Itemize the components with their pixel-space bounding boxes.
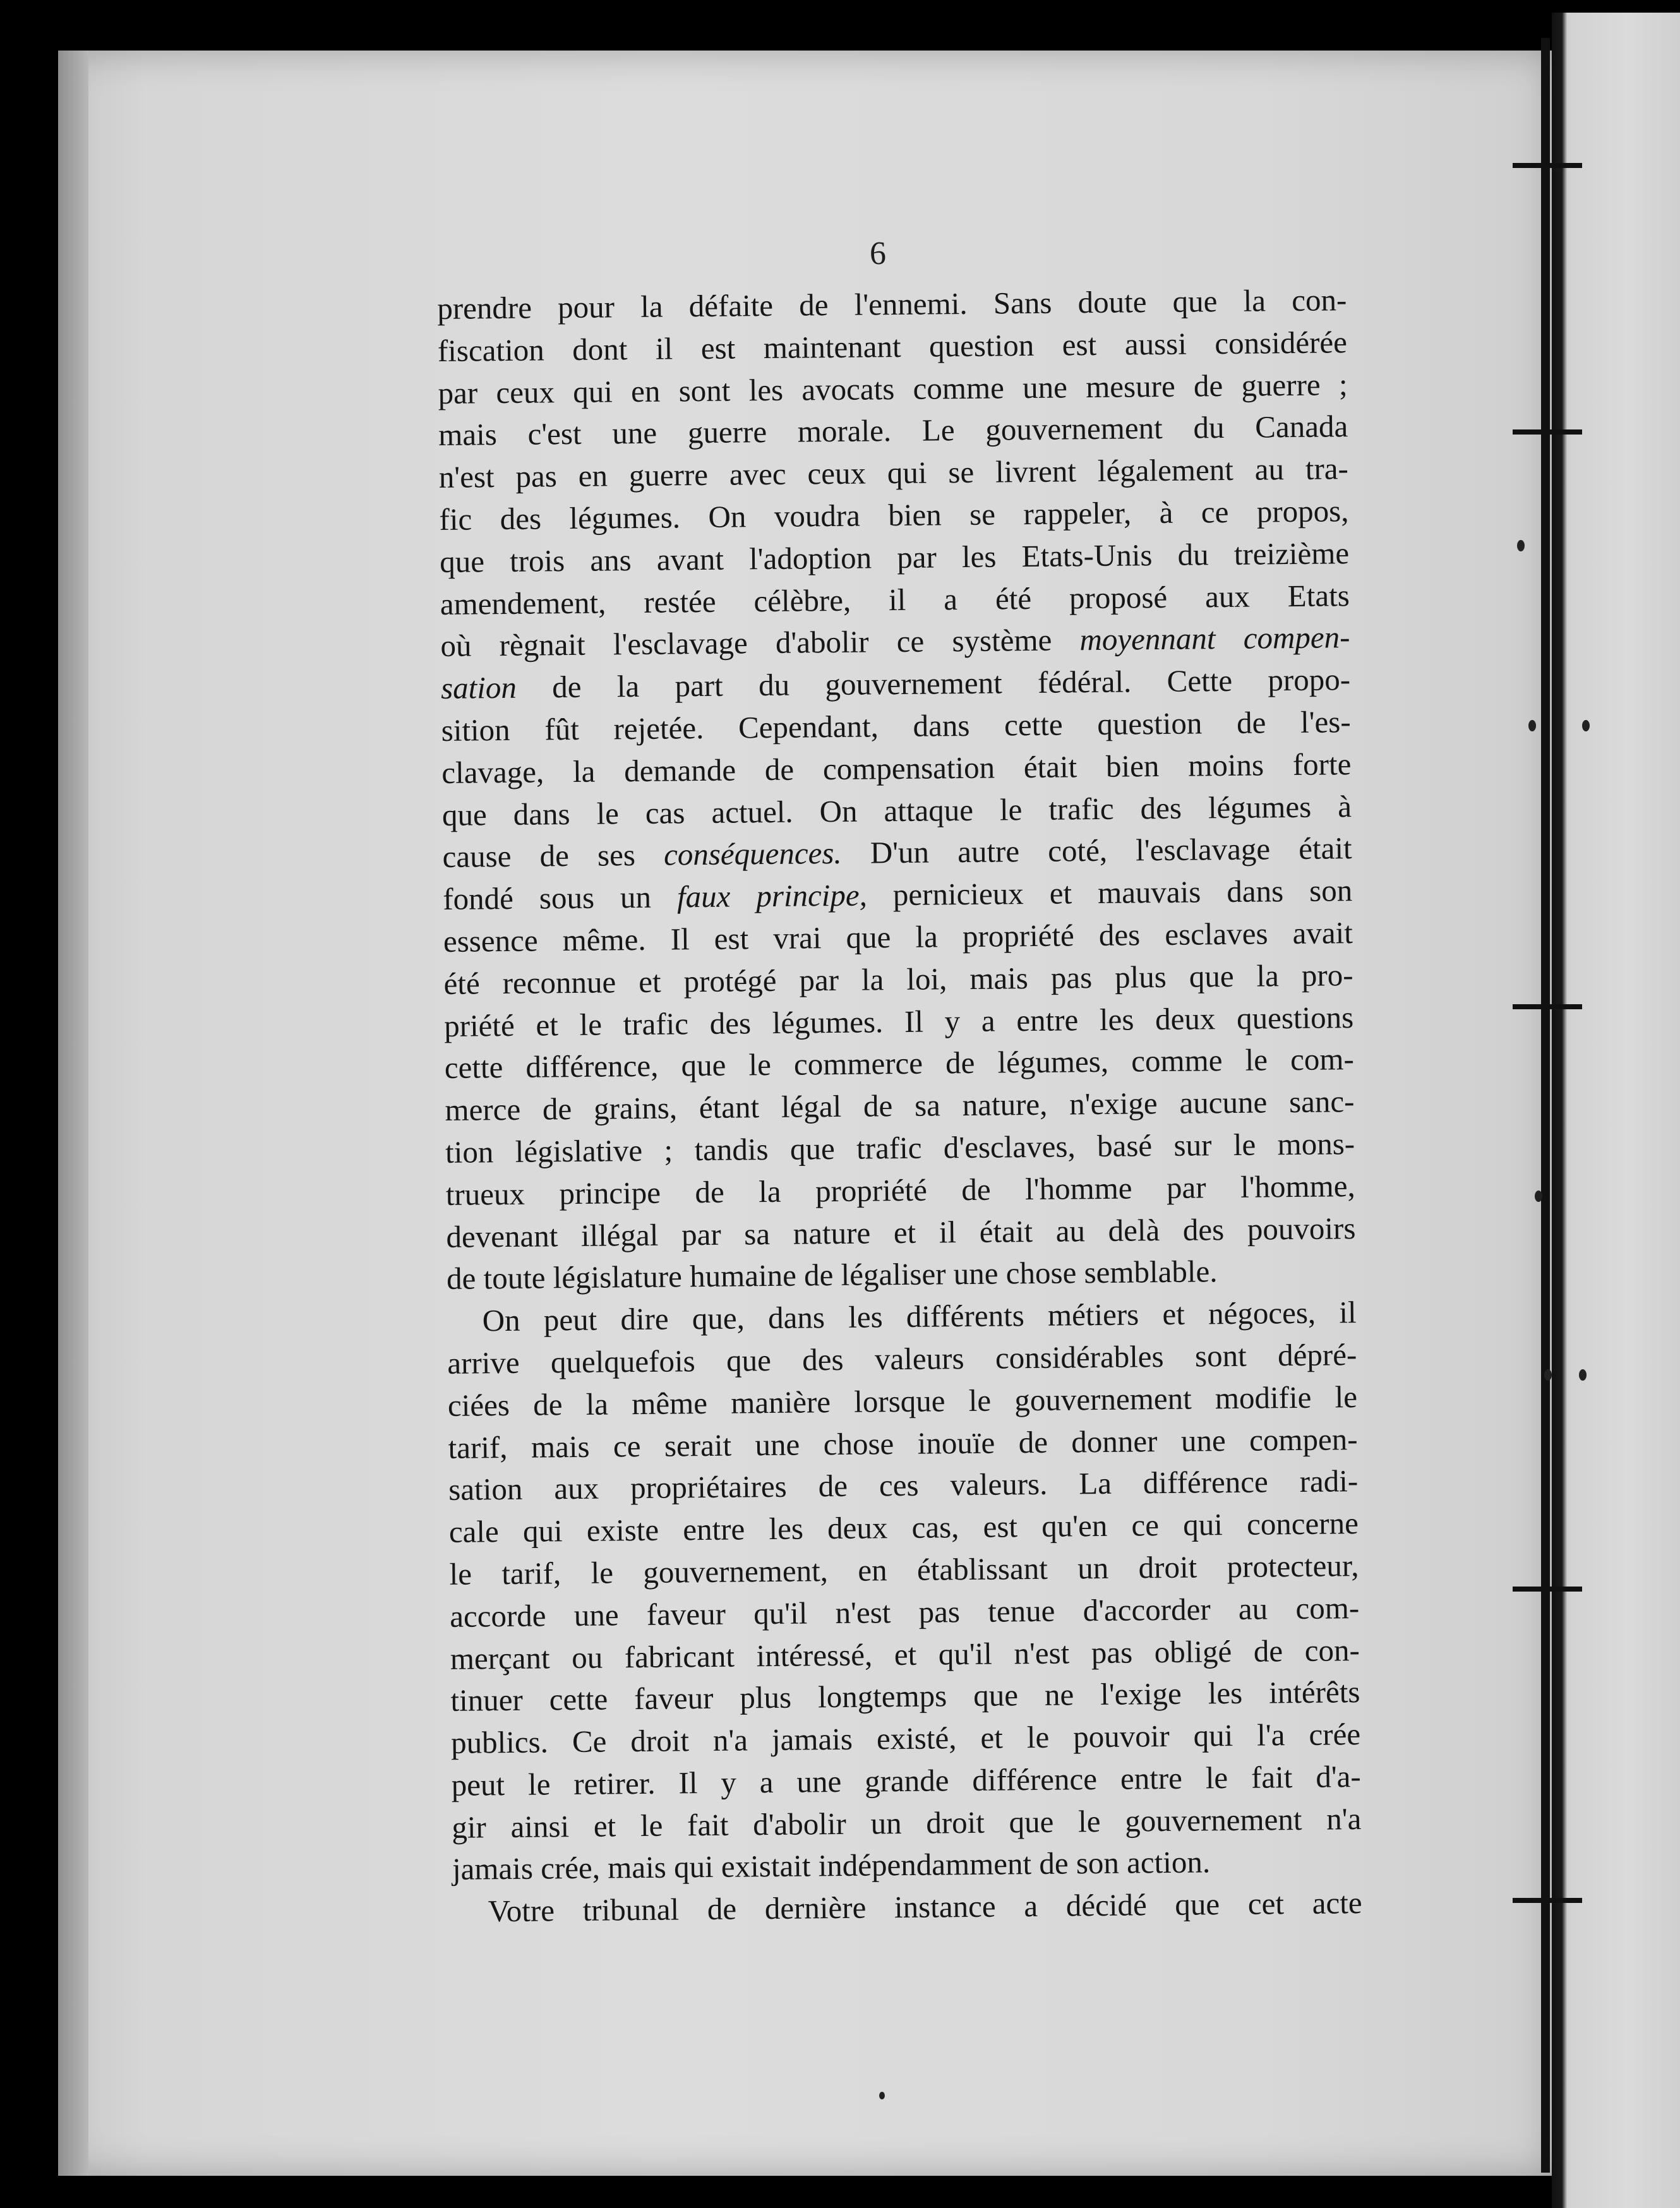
text-line: que dans le cas actuel. On attaque le trafic des légumes à <box>441 788 1352 832</box>
text-line: prendre pour la défaite de l'ennemi. Sans doute que la con- <box>437 282 1347 326</box>
text-line: peut le retirer. Il y a une grande différence entre le fait d'a- <box>451 1758 1361 1803</box>
text-line: devenant illégal par sa nature et il était au delà des pouvoirs <box>446 1210 1356 1254</box>
text-line: essence même. Il est vrai que la propriété des esclaves avait <box>443 915 1353 959</box>
text-segment: de la part du gouvernement fédéral. Cette propo- <box>516 662 1351 705</box>
binding-stitch <box>1513 429 1582 435</box>
text-segment: cause de ses <box>442 837 664 875</box>
italic-segment: conséquences. <box>663 836 842 872</box>
text-line: amendement, restée célèbre, il a été proposé aux Etats <box>440 577 1350 621</box>
text-line: mais c'est une guerre morale. Le gouvernement du Canada <box>438 409 1348 453</box>
text-line: accorde une faveur qu'il n'est pas tenue d'accorder au com- <box>449 1590 1360 1634</box>
text-line: publics. Ce droit n'a jamais existé, et le pouvoir qui l'a crée <box>450 1717 1361 1760</box>
scan-speck <box>879 2092 885 2099</box>
text-line: que trois ans avant l'adoption par les Etats-Unis du treizième <box>439 535 1350 579</box>
text-line: priété et le trafic des légumes. Il y a entre les deux questions <box>443 999 1354 1043</box>
italic-segment: moyennant compen- <box>1079 620 1350 657</box>
text-line: Votre tribunal de dernière instance a décidé que cet acte <box>488 1885 1362 1929</box>
text-line: sition fût rejetée. Cependant, dans cette question de l'es- <box>441 704 1351 748</box>
text-segment: fondé sous un <box>443 879 678 917</box>
text-line: clavage, la demande de compensation était bien moins forte <box>441 746 1352 790</box>
text-line: de toute législature humaine de légaliser une chose semblable. <box>446 1254 1218 1297</box>
scan-speck <box>1582 720 1590 731</box>
binding-stitch <box>1513 163 1582 168</box>
text-line: n'est pas en guerre avec ceux qui se livrent légalement au tra- <box>438 451 1349 495</box>
binding-stitch <box>1513 1004 1582 1009</box>
text-line: gir ainsi et le fait d'abolir un droit que le gouvernement n'a <box>452 1801 1362 1845</box>
text-line: jamais crée, mais qui existait indépendamment de son action. <box>452 1844 1211 1887</box>
body-text <box>437 279 1362 1933</box>
text-line: par ceux qui en sont les avocats comme une mesure de guerre ; <box>438 366 1348 411</box>
text-line: fiscation dont il est maintenant question est aussi considérée <box>437 324 1348 368</box>
text-line: On peut dire que, dans les différents métiers et négoces, il <box>482 1295 1357 1338</box>
text-line: cette différence, que le commerce de légumes, comme le com- <box>444 1041 1355 1086</box>
text-segment: pernicieux et mauvais dans son <box>867 873 1353 913</box>
text-line: tinuer cette faveur plus longtemps que ne l'exige les intérêts <box>450 1674 1360 1719</box>
text-line: merce de grains, étant légal de sa nature, n'exige aucune sanc- <box>445 1084 1355 1128</box>
italic-segment: sation <box>440 669 517 706</box>
text-line: cale qui existe entre les deux cas, est qu'en ce qui concerne <box>448 1506 1359 1550</box>
text-line: fic des légumes. On voudra bien se rappeler, à ce propos, <box>439 493 1349 537</box>
scan-speck <box>1517 540 1525 551</box>
binding-stitch <box>1513 1898 1582 1903</box>
text-line: tarif, mais ce serait une chose inouïe de donner une compen- <box>448 1421 1358 1465</box>
binding-gutter <box>1541 38 1550 2173</box>
page-number: 6 <box>870 236 886 272</box>
text-line: été reconnue et protégé par la loi, mais pas plus que la pro- <box>443 957 1353 1001</box>
page-left-edge <box>58 51 88 2176</box>
text-line: merçant ou fabricant intéressé, et qu'il n'est pas obligé de con- <box>450 1632 1360 1676</box>
text-line: tion législative ; tandis que trafic d'esclaves, basé sur le mons- <box>445 1126 1355 1170</box>
scan-speck <box>1528 720 1536 731</box>
italic-segment: faux principe, <box>676 877 868 915</box>
text-line: ciées de la même manière lorsque le gouvernement modifie le <box>447 1379 1358 1423</box>
text-line: le tarif, le gouvernement, en établissant un droit protecteur, <box>449 1547 1359 1592</box>
text-segment: où règnait l'esclavage d'abolir ce système <box>440 622 1080 664</box>
binding-stitch <box>1513 1587 1582 1592</box>
scan-speck <box>1544 1369 1552 1381</box>
text-line: sation aux propriétaires de ces valeurs. La différence radi- <box>448 1463 1359 1508</box>
text-line: arrive quelquefois que des valeurs considérables sont dépré- <box>447 1337 1357 1381</box>
text-segment: D'un autre coté, l'esclavage était <box>841 831 1352 871</box>
facing-page-strip <box>1552 13 1680 2208</box>
scan-speck <box>1579 1369 1587 1381</box>
text-line: trueux principe de la propriété de l'homme par l'homme, <box>445 1168 1355 1212</box>
scan-speck <box>1535 1191 1542 1202</box>
